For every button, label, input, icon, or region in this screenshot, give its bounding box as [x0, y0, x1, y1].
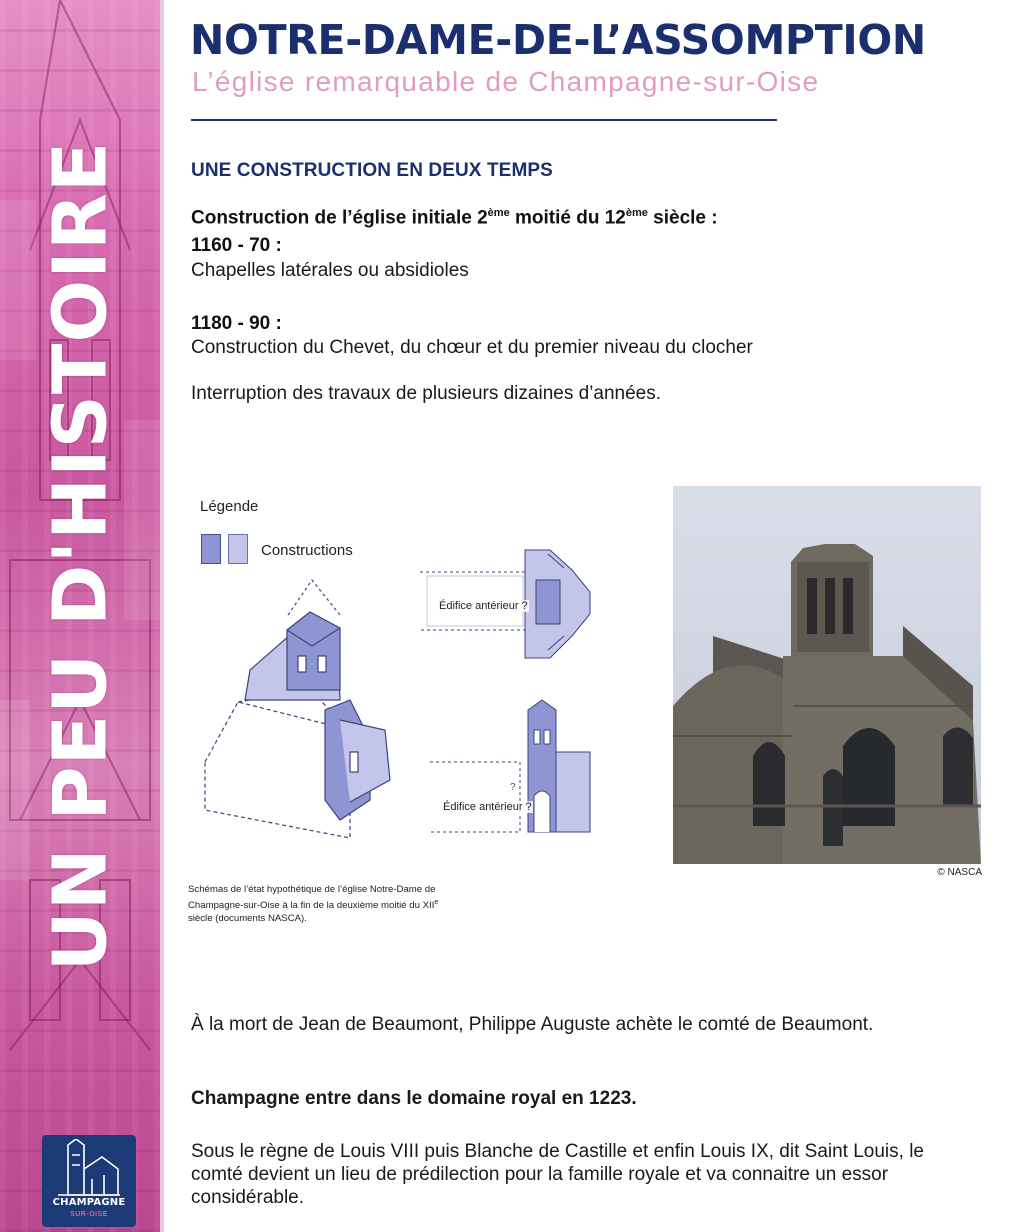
phase2-text: Construction du Chevet, du chœur et du premier niveau du clocher [191, 337, 753, 358]
figure-caption: Schémas de l’état hypothétique de l’église Notre-Dame de Champagne-sur-Oise à la fin de la deuxième moitié du XIIe siècle (documents NASCA). [188, 884, 439, 925]
section-heading: UNE CONSTRUCTION EN DEUX TEMPS [191, 160, 553, 181]
elevation-question-mark: ? [510, 782, 516, 793]
photo-credit: © NASCA [937, 867, 982, 878]
band-divider [160, 0, 164, 1232]
town-logo [42, 1135, 136, 1227]
church-photo [673, 486, 981, 864]
page-title: NOTRE-DAME-DE-L’ASSOMPTION [190, 16, 926, 64]
legend-label: Constructions [261, 542, 353, 559]
phase2-label: 1180 - 90 : [191, 313, 282, 334]
church-photo-backdrop [0, 0, 160, 1232]
paragraph-royal-domain: Champagne entre dans le domaine royal en 1223. [191, 1088, 637, 1109]
header-rule [191, 119, 777, 121]
logo-subtitle: SUR-OISE [70, 1211, 108, 1218]
side-band [0, 0, 160, 1232]
initial-construction-heading: Construction de l’église initiale 2ème moitié du 12ème siècle : [191, 207, 718, 229]
church-outline-icon [58, 1139, 120, 1197]
architectural-drawings [190, 540, 610, 840]
axonometric-view [205, 580, 390, 838]
plan-annotation: Édifice antérieur ? [439, 600, 528, 612]
elevation-annotation: Édifice antérieur ? [443, 801, 532, 813]
vertical-section-title: UN PEU D'HISTOIRE [37, 140, 123, 972]
legend-title: Légende [200, 498, 259, 515]
phase1-label: 1160 - 70 : [191, 235, 282, 256]
page-subtitle: L’église remarquable de Champagne-sur-Oise [192, 66, 820, 97]
phase1-text: Chapelles latérales ou absidioles [191, 260, 469, 281]
logo-name: CHAMPAGNE [52, 1197, 126, 1208]
paragraph-beaumont: À la mort de Jean de Beaumont, Philippe Auguste achète le comté de Beaumont. [191, 1014, 874, 1035]
paragraph-louis: Sous le règne de Louis VIII puis Blanche de Castille et enfin Louis IX, dit Saint Louis, le comté devient un lieu de prédilection pour la famille royale et va connaitre un essor considérable. [191, 1141, 925, 1208]
interruption-text: Interruption des travaux de plusieurs dizaines d’années. [191, 383, 662, 404]
